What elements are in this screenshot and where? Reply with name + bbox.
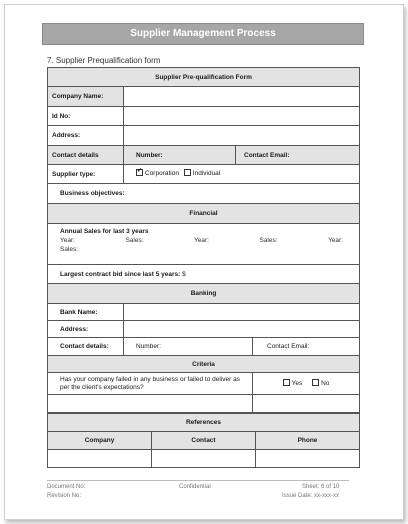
form-title: Supplier Pre-qualification Form (48, 68, 360, 87)
business-objectives-field[interactable] (48, 184, 360, 204)
criteria-answer-extra[interactable] (253, 395, 360, 413)
criteria-question: Has your company failed in any business or failed to deliver as per the client's expectations? (48, 373, 253, 395)
prequalification-form (47, 67, 360, 413)
footer-document-no: Document No: (47, 484, 86, 490)
financial-heading: Financial (48, 204, 360, 224)
largest-bid-label: Largest contract bid since last 5 years: (60, 270, 181, 278)
no-checkbox[interactable] (312, 379, 319, 386)
business-objectives-label: Business objectives: (60, 190, 125, 197)
references-table (47, 413, 360, 468)
bank-name-field[interactable] (124, 304, 360, 321)
year-label-1: Year: (60, 237, 75, 244)
bank-address-field[interactable] (124, 321, 360, 338)
largest-bid-value: $ (182, 270, 186, 278)
contact-number-field[interactable] (124, 146, 236, 165)
company-name-field[interactable] (124, 87, 360, 107)
references-column-phone: Phone (256, 432, 360, 450)
banking-heading: Banking (48, 284, 360, 304)
yes-label: Yes (291, 380, 303, 388)
references-column-company: Company (48, 432, 152, 450)
references-heading: References (48, 414, 360, 432)
sales-label-1: Sales: (125, 237, 144, 244)
reference-company-cell[interactable] (48, 450, 152, 468)
bank-email-label: Contact Email: (267, 343, 310, 350)
id-no-field[interactable] (124, 107, 360, 126)
sales-label-3: Sales: (60, 246, 79, 253)
year-label-2: Year: (194, 237, 209, 244)
annual-sales-cell[interactable] (48, 224, 360, 265)
address-label: Address: (48, 126, 124, 146)
individual-label: Individual (192, 170, 221, 178)
criteria-answer (253, 373, 360, 395)
bank-number-field[interactable] (124, 338, 253, 356)
largest-bid-field[interactable] (48, 265, 360, 284)
supplier-type-options (124, 165, 360, 184)
bank-address-label: Address: (48, 321, 124, 338)
company-name-label: Company Name: (48, 87, 124, 107)
address-field[interactable] (124, 126, 360, 146)
yes-checkbox[interactable] (283, 379, 290, 386)
contact-email-label: Contact Email: (244, 151, 290, 159)
annual-sales-entries (60, 237, 355, 244)
section-heading: 7. Supplier Prequalification form (47, 56, 161, 65)
footer-revision-no: Revision No: (47, 493, 82, 499)
contact-number-label: Number: (136, 151, 163, 159)
bank-email-field[interactable] (253, 338, 360, 356)
corporation-label: Corporation (145, 170, 179, 178)
sales-label-2: Sales: (259, 237, 278, 244)
individual-checkbox[interactable] (184, 169, 191, 176)
supplier-type-label: Supplier type: (48, 165, 124, 184)
footer-confidential: Confidential (179, 484, 211, 490)
no-label: No (321, 380, 330, 388)
footer-divider (47, 480, 349, 481)
bank-name-label: Bank Name: (48, 304, 124, 321)
id-no-label: Id No: (48, 107, 124, 126)
contact-email-field[interactable] (236, 146, 360, 165)
bank-contact-details-label: Contact details: (48, 338, 124, 356)
footer-sheet: Sheet: 6 of 10 (302, 484, 340, 490)
reference-phone-cell[interactable] (256, 450, 360, 468)
reference-contact-cell[interactable] (152, 450, 256, 468)
bank-number-label: Number: (136, 343, 161, 350)
document-title: Supplier Management Process (42, 23, 364, 45)
contact-details-label: Contact details (48, 146, 124, 165)
annual-sales-label: Annual Sales for last 3 years (60, 228, 149, 235)
year-label-3: Year: (328, 237, 344, 244)
criteria-explanation-field[interactable] (48, 395, 253, 413)
references-column-contact: Contact (152, 432, 256, 450)
criteria-heading: Criteria (48, 356, 360, 373)
corporation-checkbox[interactable] (136, 169, 143, 176)
footer-issue-date: Issue Date: xx-xxx-xx (282, 493, 340, 499)
